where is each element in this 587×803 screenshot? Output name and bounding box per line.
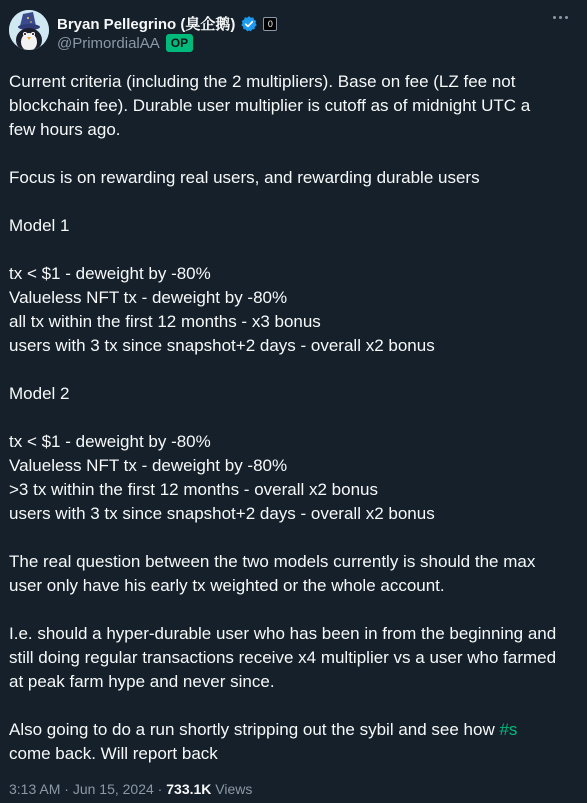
views-count: 733.1K [166, 781, 212, 797]
text-line: at peak farm hype and never since. [9, 672, 275, 691]
tweet-meta [9, 781, 252, 797]
text-line: I.e. should a hyper-durable user who has been in from the beginning and [9, 624, 557, 643]
author-name[interactable]: Bryan Pellegrino (臭企鹅) [57, 16, 236, 33]
author-handle[interactable]: @PrimordialAA [57, 34, 160, 52]
author-name-row [57, 13, 277, 34]
text-line: few hours ago. [9, 120, 121, 139]
model-2-title: Model 2 [9, 384, 70, 403]
model-1-rule: Valueless NFT tx - deweight by -80% [9, 288, 288, 307]
avatar[interactable] [9, 10, 49, 50]
meta-separator: · [60, 781, 73, 797]
views-label: Views [211, 781, 253, 797]
text-line: come back. Will report back [9, 744, 218, 763]
text-line: The real question between the two models currently is should the max [9, 552, 536, 571]
model-2-rule: >3 tx within the first 12 months - overall x2 bonus [9, 480, 378, 499]
post-date[interactable]: Jun 15, 2024 [72, 781, 154, 797]
text-line: still doing regular transactions receive x4 multiplier vs a user who farmed [9, 648, 557, 667]
op-badge: OP [166, 34, 193, 52]
text-line: user only have his early tx weighted or the whole account. [9, 576, 445, 595]
tweet-text [9, 70, 579, 766]
more-options-icon[interactable] [547, 8, 573, 26]
text-line: blockchain fee). Durable user multiplier is cutoff as of midnight UTC a [9, 96, 531, 115]
affiliate-badge[interactable]: 0 [263, 17, 277, 31]
text-line [9, 718, 579, 742]
author-handle-row [57, 34, 193, 52]
model-1-rule: tx < $1 - deweight by -80% [9, 264, 211, 283]
wizard-penguin-avatar-icon [9, 10, 49, 50]
hashtag-link[interactable]: #s [499, 720, 518, 739]
text-segment: Also going to do a run shortly stripping out the sybil and see how [9, 720, 500, 739]
text-line: Current criteria (including the 2 multipliers). Base on fee (LZ fee not [9, 72, 516, 91]
model-1-rule: users with 3 tx since snapshot+2 days - overall x2 bonus [9, 336, 435, 355]
model-2-rule: users with 3 tx since snapshot+2 days - overall x2 bonus [9, 504, 435, 523]
model-2-rule: Valueless NFT tx - deweight by -80% [9, 456, 288, 475]
post-time[interactable]: 3:13 AM [9, 781, 61, 797]
model-1-rule: all tx within the first 12 months - x3 bonus [9, 312, 321, 331]
model-2-rule: tx < $1 - deweight by -80% [9, 432, 211, 451]
verified-badge-icon[interactable] [240, 15, 258, 33]
meta-separator: · [153, 781, 167, 797]
text-line: Focus is on rewarding real users, and rewarding durable users [9, 168, 480, 187]
model-1-title: Model 1 [9, 216, 70, 235]
